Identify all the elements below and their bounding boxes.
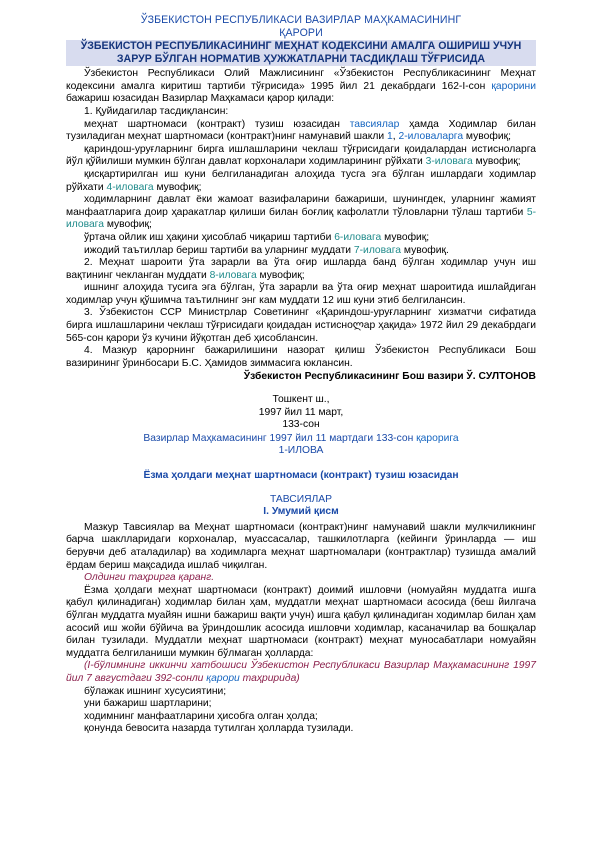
annex-heading: Ёзма ҳолдаги меҳнат шартномаси (контракт) тузиш юзасидан: [143, 470, 459, 481]
item-text: ўртача ойлик иш ҳақини ҳисоблаб чиқариш тартиби: [84, 231, 335, 243]
item-text: қариндош-уруғларнинг бирга ишлашларини чеклаш тўғрисидаги қоидалардан истисноларга йўл қўйилиши мумкин бўлган давлат корхоналари ходимларининг рўйхати: [66, 143, 536, 168]
item-text: мувофиқ;: [472, 156, 521, 168]
annex-1-link[interactable]: 1: [387, 131, 393, 143]
item-1f: [66, 245, 536, 258]
item-1: 1. Қуйидагилар тасдиқлансин:: [84, 105, 229, 117]
annex-number: 1-ИЛОВА: [278, 445, 324, 457]
item-text: ходимларнинг давлат ёки жамоат вазифаларини бажариши, шунингдек, уларнинг жамият манфаатларига доир ҳаракатлар қилиши билан боғлиқ кафолатли тўловларни тўлаш тартиби: [66, 194, 536, 218]
item-text: ижодий таътиллар бериш тартиби ва уларнинг муддати: [84, 244, 354, 256]
item-text: меҳнат шартномаси (контракт) тузиш юзасидан: [84, 118, 350, 130]
annex-subtitle: ТАВСИЯЛАР: [269, 493, 333, 505]
item-1a: [66, 119, 536, 144]
decree-title-line-1: ЎЗБЕКИСТОН РЕСПУБЛИКАСИ ВАЗИРЛАР МАҲКАМАСИНИНГ: [140, 14, 462, 26]
intro-text-end: бажариш юзасидан Вазирлар Маҳкамаси қарор қилади:: [66, 93, 335, 105]
list-item: бўлажак ишнинг хусусиятини;: [84, 685, 227, 697]
item-text: ҳамда Ходимлар билан тузиладиган меҳнат шартномаси (контракт)нинг намунавий шакли: [66, 118, 536, 143]
decree-subject-line-2: ЗАРУР БЎЛГАН НОРМАТИВ ҲУЖЖАТЛАРНИ ТАСДИҚЛАШ ТЎҒРИСИДА: [116, 53, 486, 66]
annex-decision-link[interactable]: қарорига: [416, 432, 459, 444]
annex-3-link[interactable]: 3-иловага: [425, 156, 473, 168]
body-paragraph-2: Ёзма ҳолдаги меҳнат шартномаси (контракт) доимий ишловчи (номуайян муддатга ишга қабул қилинадиган) ходимлар билан ҳам, муддатли меҳнат шартномаси асосида (беш йилгача бўлган муддатга муайян ишни бажариш вақти учун) ишга қабул қилинадиган ходимлар билан ҳам асосий иш жойи бўйича ва ўриндошлик асосида ишловчи ходимлар, касаначилар ва бошқалар билан тузилади. Муддатли меҳнат шартномаси (контракт) меҳнат муносабатлари номуайян муддатга белгиланиши мумкин бўлмаган ҳолларда:: [66, 584, 536, 659]
note-decision-link[interactable]: қарори: [206, 672, 240, 684]
signature: Ўзбекистон Республикасининг Бош вазири Ў. СУЛТОНОВ: [243, 371, 536, 383]
decree-title: [66, 14, 536, 39]
recommendations-link[interactable]: тавсиялар: [349, 118, 400, 130]
annex-7-link[interactable]: 7-иловага: [353, 244, 402, 256]
item-4: 4. Мазкур қарорнинг бажарилишини назорат қилиш Ўзбекистон Республикаси Бош вазирининг ўринбосари Б.С. Ҳамидов зиммасига юклансин.: [66, 345, 536, 369]
annex-5-link[interactable]: 5-иловага: [66, 206, 536, 231]
item-text: мувофиқ;: [153, 181, 202, 193]
section-title: I. Умумий қисм: [263, 506, 339, 518]
decree-subject-line-1: ЎЗБЕКИСТОН РЕСПУБЛИКАСИНИНГ МЕҲНАТ КОДЕКСИНИ АМАЛГА ОШИРИШ УЧУН: [80, 40, 522, 53]
item-1c: [66, 169, 536, 194]
item-2b: ишнинг алоҳида тусига эга бўлган, ўта зарарли ва ўта оғир меҳнат шароитида ишлайдиган ходимлар учун қўшимча таътилнинг энг кам муддати 12 иш куни этиб белгилансин.: [66, 282, 536, 306]
body-paragraph-1: Мазкур Тавсиялар ва Меҳнат шартномаси (контракт)нинг намунавий шакли мулкчиликнинг барча шаклларидаги корхоналар, муассасалар, ташкилотларга (кейинги ўринларда — иш берувчи деб аталадилар) ва ходимларга меҳнат шартномалари (контрактлар) тузишда амалий ёрдам бериш мақсадида ишлаб чиқилган.: [66, 521, 536, 571]
item-1b: [66, 144, 536, 169]
item-1e: [66, 232, 536, 245]
separator: ,: [392, 131, 399, 143]
note-text: таҳририда): [239, 672, 300, 684]
annex-6-link[interactable]: 6-иловага: [334, 231, 382, 243]
annex-4-link[interactable]: 4-иловага: [106, 181, 154, 193]
annex-reference: [66, 433, 536, 446]
item-text: қисқартирилган иш куни белгиланадиган алоҳида тусга эга бўлган ишлардаги ходимлар рўйхати: [66, 168, 536, 193]
intro-paragraph: [66, 68, 536, 106]
decree-subject-band: [66, 40, 536, 66]
decree-title-line-2: ҚАРОРИ: [279, 26, 323, 39]
list-item: қонунда бевосита назарда тутилган ҳолларда тузилади.: [84, 723, 354, 735]
decision-link[interactable]: қарорини: [491, 80, 536, 92]
note-text: (I-бўлимнинг иккинчи хатбошиси Ўзбекистон Республикаси Вазирлар Маҳкамасининг 1997 йил 7 августдаги 392-сонли: [66, 660, 536, 684]
item-text: мувофиқ;: [381, 231, 430, 243]
annex-8-link[interactable]: 8-иловага: [209, 269, 257, 281]
decree-number: 133-сон: [282, 419, 320, 431]
annex-ref-text: Вазирлар Маҳкамасининг 1997 йил 11 мартдаги 133-сон: [143, 432, 417, 444]
item-text: мувофиқ;: [103, 219, 152, 231]
annex-2-link[interactable]: 2-иловаларга: [398, 131, 464, 143]
item-1d: [66, 194, 536, 232]
previous-edition-link[interactable]: Олдинги таҳрирга қаранг.: [84, 572, 215, 584]
document-page: [66, 14, 536, 736]
item-text: мувофиқ.: [401, 244, 449, 256]
item-text: мувофиқ;: [463, 131, 511, 143]
list-item: ходимнинг манфаатларини ҳисобга олган ҳолда;: [84, 710, 318, 722]
edition-note: [66, 660, 536, 685]
place-date: 1997 йил 11 март,: [258, 406, 344, 418]
intro-text: Ўзбекистон Республикаси Олий Мажлисининг «Ўзбекистон Республикасининг Меҳнат кодексини амалга киритиш тартиби тўғрисида» 1995 йил 21 декабрдаги 162-I-сон: [66, 68, 536, 92]
list-item: уни бажариш шартларини;: [84, 698, 212, 710]
item-2: [66, 257, 536, 282]
item-text: мувофиқ;: [256, 269, 305, 281]
place-city: Тошкент ш.,: [272, 394, 330, 406]
item-3: 3. Ўзбекистон ССР Министрлар Советининг «Қариндош-уруғларнинг хизматчи сифатида бирга ишлашларини чеклаш тўғрисидаги қоидадан истисноლар ҳақида» 1972 йил 29 декабрдаги 565-сон қарори ўз кучини йўқотган деб ҳисоблансин.: [66, 307, 536, 344]
item-text: 2. Меҳнат шароити ўта зарарли ва ўта оғир ишларда банд бўлган ходимлар учун иш вақтининг чекланган муддати: [66, 257, 536, 281]
